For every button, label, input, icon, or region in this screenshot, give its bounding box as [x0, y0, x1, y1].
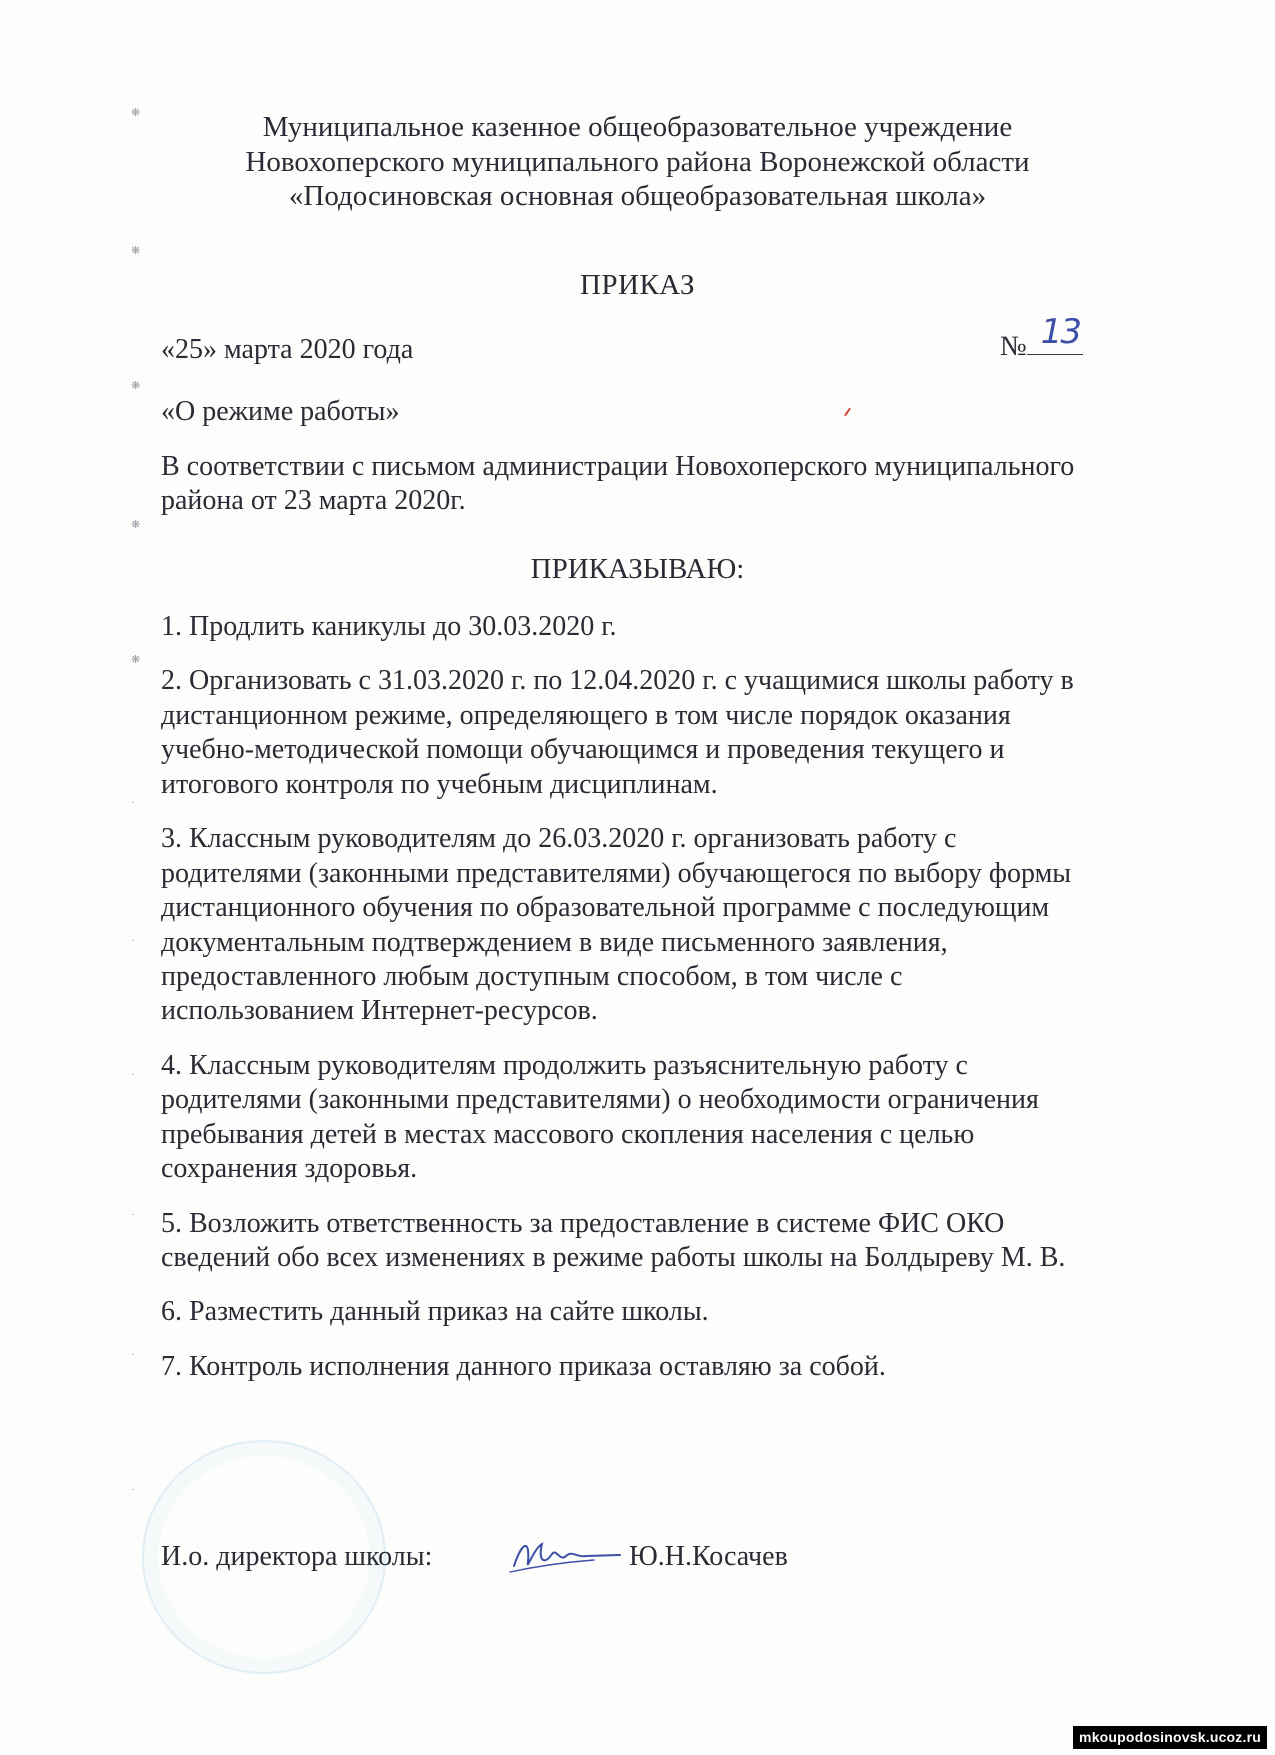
order-item-line: 6. Разместить данный приказ на сайте школы. [161, 1296, 709, 1328]
margin-speck: · [131, 1484, 135, 1496]
order-item-line: пребывания детей в местах массового скопления населения с целью [161, 1118, 975, 1150]
margin-speck: · [131, 1209, 135, 1221]
order-subject: «О режиме работы» [161, 396, 400, 427]
organization-header [0, 107, 1275, 214]
order-item-line: 5. Возложить ответственность за предоставление в системе ФИС ОКО [161, 1207, 1005, 1239]
order-number [1000, 312, 1083, 364]
order-directive-heading: ПРИКАЗЫВАЮ: [530, 553, 745, 585]
margin-speck: ❋ [131, 654, 141, 666]
margin-speck: · [131, 1349, 135, 1361]
order-item-line: 7. Контроль исполнения данного приказа оставляю за собой. [161, 1350, 886, 1382]
number-underline [1027, 312, 1083, 355]
site-watermark: mkoupodosinovsk.ucoz.ru [1073, 1726, 1267, 1749]
order-item-line: 2. Организовать с 31.03.2020 г. по 12.04.2020 г. с учащимися школы работу в [161, 665, 1074, 697]
signature-label: И.о. директора школы: [161, 1541, 433, 1572]
order-item [161, 610, 1161, 644]
margin-speck: · [131, 797, 135, 809]
order-item-line: 1. Продлить каникулы до 30.03.2020 г. [161, 611, 617, 642]
order-item [161, 1350, 1161, 1384]
preamble [161, 450, 1161, 519]
order-item [161, 1049, 1161, 1187]
order-item-line: дистанционном режиме, определяющего в том числе порядок оказания [161, 699, 1011, 731]
margin-speck: ❋ [131, 519, 141, 531]
margin-speck: ❋ [131, 380, 141, 392]
order-item-line: дистанционного обучения по образовательной программе с последующим [161, 892, 1050, 924]
order-item-line: итогового контроля по учебным дисциплинам. [161, 768, 718, 800]
order-item [161, 664, 1161, 802]
order-item-line: учебно-методической помощи обучающимся и проведения текущего и [161, 734, 1005, 766]
order-item-line: документальным подтверждением в виде письменного заявления, [161, 926, 948, 958]
order-item-line: 3. Классным руководителям до 26.03.2020 г. организовать работу с [161, 823, 957, 855]
signature-block [161, 1540, 1061, 1590]
margin-speck: · [131, 935, 135, 947]
header-line-3: «Подосиновская основная общеобразовательная школа» [288, 180, 987, 212]
order-item [161, 1207, 1161, 1276]
header-line-2: Новохоперского муниципального района Воронежской области [245, 145, 1030, 178]
document-title: ПРИКАЗ [579, 269, 696, 301]
order-item-line: предоставленного любым доступным способом, в том числе с [161, 960, 903, 992]
order-item-line: сведений обо всех изменениях в режиме работы школы на Болдыреву М. В. [161, 1242, 1066, 1273]
margin-speck: ❋ [131, 245, 141, 257]
order-item-line: сохранения здоровья. [161, 1153, 418, 1185]
order-items-list [161, 610, 1161, 1404]
order-item [161, 1295, 1161, 1329]
preamble-line-2: района от 23 марта 2020г. [161, 485, 466, 517]
margin-speck: ❋ [131, 107, 141, 119]
handwritten-signature [508, 1532, 628, 1580]
preamble-line-1: В соответствии с письмом администрации Новохоперского муниципального [161, 451, 1075, 482]
handwritten-number: 13 [1040, 312, 1080, 352]
order-item-line: родителями (законными представителями) о необходимости ограничения [161, 1084, 1039, 1116]
margin-speck: · [131, 1069, 135, 1081]
order-item-line: 4. Классным руководителям продолжить разъяснительную работу с [161, 1049, 968, 1081]
order-item [161, 822, 1161, 1029]
order-item-line: родителями (законными представителями) обучающегося по выбору формы [161, 857, 1072, 889]
red-pen-mark [844, 408, 851, 417]
signatory-name: Ю.Н.Косачев [629, 1541, 788, 1572]
order-date: «25» марта 2020 года [161, 334, 414, 365]
number-label: № [1000, 331, 1027, 362]
header-line-1: Муниципальное казенное общеобразовательное учреждение [262, 111, 1013, 143]
order-item-line: использованием Интернет-ресурсов. [161, 995, 598, 1027]
